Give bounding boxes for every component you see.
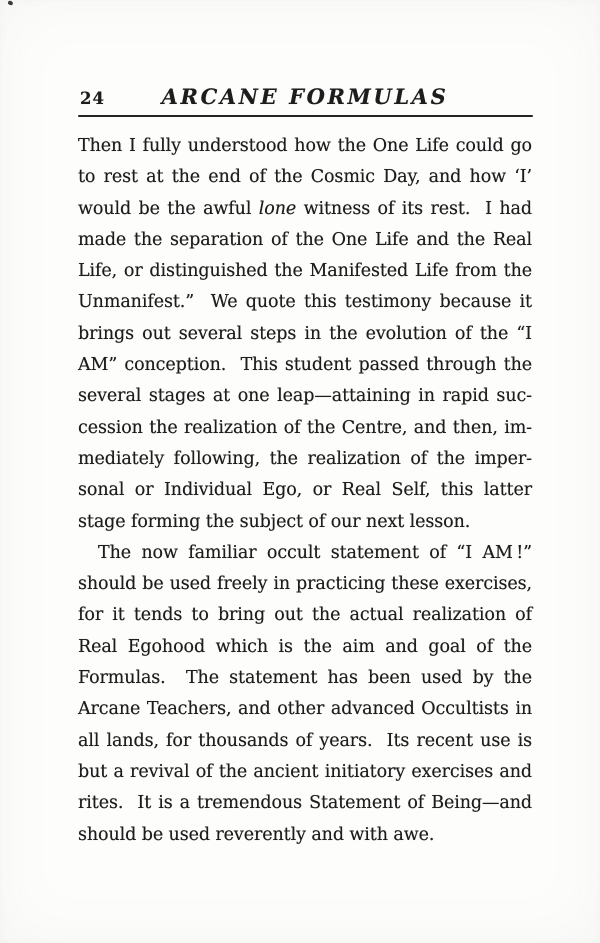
text-line: [78, 788, 532, 819]
text-line: [78, 507, 532, 538]
text-line: [78, 413, 532, 444]
text-segment: The now familiar occult statement of “I AM !”: [98, 542, 532, 563]
text-line: [78, 475, 532, 506]
text-line: [78, 319, 532, 350]
text-segment: witness of its rest. I had: [296, 198, 532, 219]
text-line: [78, 256, 532, 287]
text-line: [78, 694, 532, 725]
text-line: [78, 663, 532, 694]
text-segment: Arcane Teachers, and other advanced Occultists in: [78, 699, 532, 720]
text-line: [78, 194, 532, 225]
text-line: [78, 131, 532, 162]
italic-text-segment: lone: [258, 198, 297, 219]
text-segment: Life, or distinguished the Manifested Life from the: [78, 261, 532, 282]
text-line: [78, 225, 532, 256]
text-segment: Formulas. The statement has been used by the: [78, 668, 532, 689]
text-segment: Real Egohood which is the aim and goal of the: [78, 636, 532, 657]
text-segment: but a revival of the ancient initiatory exercises and: [78, 761, 532, 782]
text-segment: cession the realization of the Centre, and then, im-: [78, 417, 532, 438]
text-segment: mediately following, the realization of the imper-: [78, 448, 532, 469]
text-segment: would be the awful: [78, 198, 259, 219]
running-title: ARCANE FORMULAS: [161, 84, 449, 109]
page-number: 24: [80, 89, 105, 108]
text-line: [78, 444, 532, 475]
text-segment: to rest at the end of the Cosmic Day, and how ‘I’: [78, 167, 532, 188]
text-segment: Unmanifest.” We quote this testimony because it: [78, 292, 532, 313]
text-segment: stage forming the subject of our next lesson.: [78, 511, 471, 532]
text-line: [78, 569, 532, 600]
text-line: [78, 632, 532, 663]
text-line: [78, 287, 532, 318]
text-line: [78, 726, 532, 757]
text-segment: rites. It is a tremendous Statement of Being—and: [78, 793, 532, 814]
text-segment: Then I fully understood how the One Life could go: [78, 136, 532, 156]
text-segment: brings out several steps in the evolution of the “I: [78, 323, 532, 344]
text-line: [78, 381, 532, 412]
text-segment: sonal or Individual Ego, or Real Self, this latter: [78, 480, 532, 501]
header-rule: [78, 115, 533, 117]
text-line: [78, 162, 532, 193]
text-line: [78, 820, 532, 851]
text-segment: made the separation of the One Life and the Real: [78, 229, 532, 250]
text-line: [78, 600, 532, 631]
text-segment: should be used freely in practicing these exercises,: [78, 574, 532, 595]
text-segment: all lands, for thousands of years. Its recent use is: [78, 730, 532, 751]
text-line: [78, 538, 532, 569]
page-body: [78, 131, 532, 851]
scan-artifact-speck: [7, 0, 13, 5]
text-segment: should be used reverently and with awe.: [78, 824, 435, 845]
text-segment: for it tends to bring out the actual realization of: [78, 605, 532, 626]
text-segment: AM” conception. This student passed through the: [78, 355, 532, 376]
text-line: [78, 757, 532, 788]
text-segment: several stages at one leap—attaining in rapid suc-: [78, 386, 532, 407]
page-header: [78, 84, 532, 118]
text-line: [78, 350, 532, 381]
